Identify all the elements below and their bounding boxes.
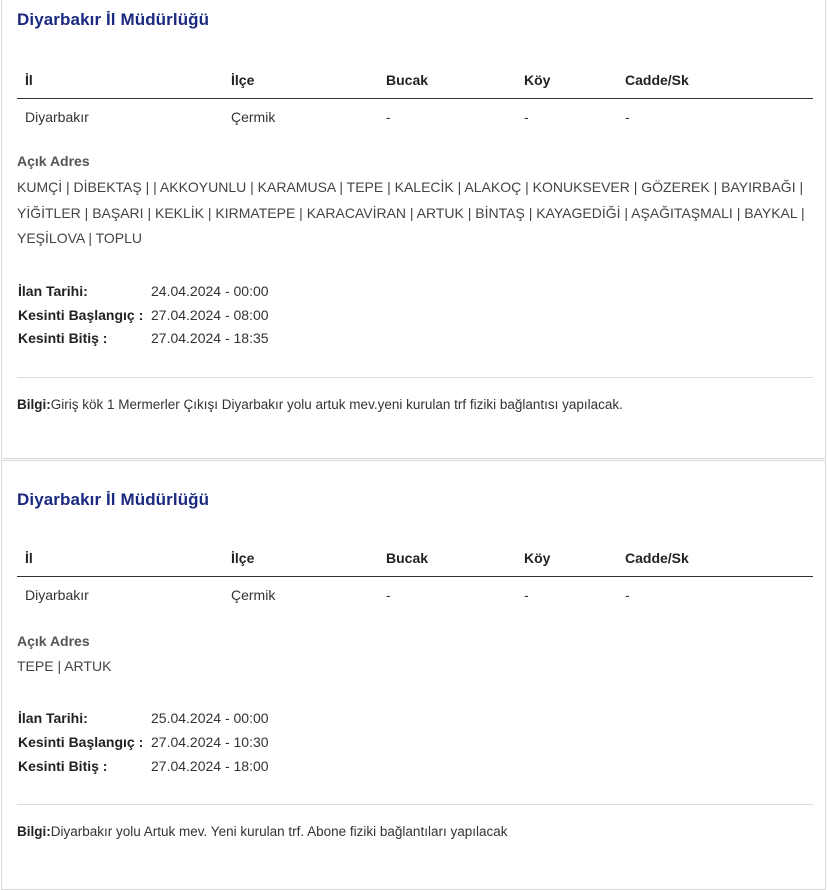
cell-ilce: Çermik — [231, 109, 276, 125]
info-value: Diyarbakır yolu Artuk mev. Yeni kurulan trf. Abone fiziki bağlantıları yapılacak — [50, 824, 508, 839]
cell-bucak: - — [386, 587, 391, 603]
header-il: İl — [25, 72, 33, 88]
outage-start — [18, 730, 269, 754]
address-line: KUMÇİ | DİBEKTAŞ | | AKKOYUNLU | KARAMUSA | TEPE | KALECİK | ALAKOÇ | KONUKSEVER | GÖZEREK | BAYIRBAĞI | — [17, 179, 804, 195]
divider — [17, 377, 813, 378]
outage-start-value: 27.04.2024 - 08:00 — [151, 307, 269, 323]
header-cadde: Cadde/Sk — [625, 550, 689, 566]
outage-end-value: 27.04.2024 - 18:35 — [151, 330, 269, 346]
cell-koy: - — [524, 587, 529, 603]
outage-notice-card — [1, 0, 826, 459]
notice-title: Diyarbakır İl Müdürlüğü — [17, 10, 210, 29]
cell-cadde: - — [625, 587, 630, 603]
outage-start-label: Kesinti Başlangıç : — [18, 734, 144, 750]
header-koy: Köy — [524, 550, 551, 566]
header-ilce: İlçe — [231, 72, 255, 88]
announcement-date-label: İlan Tarihi: — [18, 710, 88, 726]
table-row — [17, 577, 813, 613]
info-value: Giriş kök 1 Mermerler Çıkışı Diyarbakır yolu artuk mev.yeni kurulan trf fiziki bağlantısı yapılacak. — [50, 397, 623, 412]
announcement-date-value: 24.04.2024 - 00:00 — [151, 283, 269, 299]
cell-il: Diyarbakır — [25, 587, 89, 603]
divider — [17, 804, 813, 805]
table-header — [17, 62, 813, 99]
header-koy: Köy — [524, 72, 551, 88]
announcement-date — [18, 706, 269, 730]
cell-ilce: Çermik — [231, 587, 276, 603]
outage-end-label: Kesinti Bitiş : — [18, 758, 108, 774]
table-header — [17, 540, 813, 577]
cell-bucak: - — [386, 109, 391, 125]
address-line: TEPE | ARTUK — [17, 658, 112, 674]
header-cadde: Cadde/Sk — [625, 72, 689, 88]
notice-title: Diyarbakır İl Müdürlüğü — [17, 490, 210, 509]
address-label: Açık Adres — [17, 633, 90, 649]
outage-notice-card — [1, 460, 826, 890]
announcement-date-label: İlan Tarihi: — [18, 283, 88, 299]
header-bucak: Bucak — [386, 550, 429, 566]
header-il: İl — [25, 550, 33, 566]
address-label: Açık Adres — [17, 153, 90, 169]
outage-start-value: 27.04.2024 - 10:30 — [151, 734, 269, 750]
announcement-date — [18, 279, 269, 303]
address-line: YİĞİTLER | BAŞARI | KEKLİK | KIRMATEPE | KARACAVİRAN | ARTUK | BİNTAŞ | KAYAGEDİĞİ | AŞAĞITAŞMALI | BAYKAL | — [17, 204, 805, 221]
address-text — [17, 175, 807, 252]
outage-start-label: Kesinti Başlangıç : — [18, 307, 144, 323]
header-bucak: Bucak — [386, 72, 429, 88]
table-row — [17, 99, 813, 135]
address-line: YEŞİLOVA | TOPLU — [17, 230, 143, 246]
info-text — [17, 824, 507, 839]
location-table — [17, 540, 813, 613]
outage-end-value: 27.04.2024 - 18:00 — [151, 758, 269, 774]
info-label: Bilgi: — [17, 397, 51, 412]
address-text — [17, 654, 807, 680]
outage-end-label: Kesinti Bitiş : — [18, 330, 108, 346]
outage-end — [18, 326, 269, 350]
outage-start — [18, 303, 269, 327]
header-ilce: İlçe — [231, 550, 255, 566]
outage-end — [18, 754, 269, 778]
info-label: Bilgi: — [17, 824, 51, 839]
announcement-date-value: 25.04.2024 - 00:00 — [151, 710, 269, 726]
cell-cadde: - — [625, 109, 630, 125]
cell-il: Diyarbakır — [25, 109, 89, 125]
info-text — [17, 397, 623, 412]
cell-koy: - — [524, 109, 529, 125]
location-table — [17, 62, 813, 135]
